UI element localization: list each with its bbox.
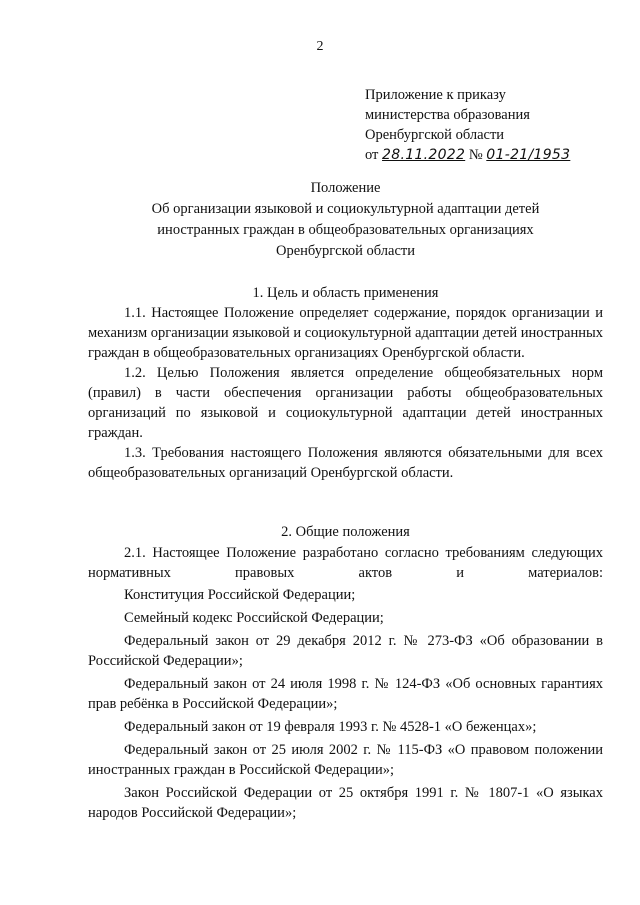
paragraph-1-3: 1.3. Требования настоящего Положения являются обязательными для всех общеобразовательных организаций Оренбургской области. — [88, 445, 603, 481]
reference-item: Федеральный закон от 19 февраля 1993 г. № 4528-1 «О беженцах»; — [124, 719, 537, 735]
reference-item: Закон Российской Федерации от 25 октября 1991 г. № 1807-1 «О языках народов Российской Федерации»; — [88, 785, 603, 821]
title-line-1: Об организации языковой и социокультурной адаптации детей — [151, 201, 540, 217]
page-number: 2 — [316, 39, 324, 54]
appendix-line-3: Оренбургской области — [365, 127, 505, 143]
title-line-3: Оренбургской области — [275, 243, 416, 259]
reference-item: Федеральный закон от 25 июля 2002 г. № 115-ФЗ «О правовом положении иностранных граждан в Российской Федерации»; — [88, 742, 603, 778]
section-2-heading: 2. Общие положения — [281, 524, 410, 540]
paragraph-2-1: 2.1. Настоящее Положение разработано согласно требованиям следующих нормативных правовых актов и материалов: — [88, 545, 603, 581]
section-1-heading: 1. Цель и область применения — [252, 285, 439, 301]
section-1-body — [88, 303, 603, 483]
appendix-header — [365, 85, 605, 165]
reference-item: Федеральный закон от 24 июля 1998 г. № 124-ФЗ «Об основных гарантиях прав ребёнка в Российской Федерации»; — [88, 676, 603, 712]
reference-item: Федеральный закон от 29 декабря 2012 г. № 273-ФЗ «Об образовании в Российской Федерации»; — [88, 633, 603, 669]
number-prefix: № — [468, 147, 483, 163]
paragraph-1-1: 1.1. Настоящее Положение определяет содержание, порядок организации и механизм организации языковой и социокультурной адаптации детей иностранных граждан в общеобразовательных организациях Оренбургской области. — [88, 305, 603, 361]
reference-item: Конституция Российской Федерации; — [124, 587, 356, 603]
appendix-line-2: министерства образования — [365, 107, 530, 123]
title-line-2: иностранных граждан в общеобразовательных организациях — [157, 222, 534, 238]
paragraph-1-2: 1.2. Целью Положения является определение общеобязательных норм (правил) в части обеспечения организации работы общеобразовательных организаций по языковой и социокультурной адаптации детей иностранных граждан. — [88, 365, 603, 441]
appendix-date-line — [365, 145, 605, 165]
section-2-body — [88, 543, 603, 826]
appendix-line-1: Приложение к приказу — [365, 87, 506, 103]
title-word: Положение — [310, 180, 381, 196]
document-title — [88, 178, 603, 262]
reference-item: Семейный кодекс Российской Федерации; — [124, 610, 384, 626]
handwritten-date: 28.11.2022 — [382, 147, 466, 163]
date-prefix: от — [365, 147, 379, 163]
handwritten-order-number: 01-21/1953 — [486, 147, 571, 163]
